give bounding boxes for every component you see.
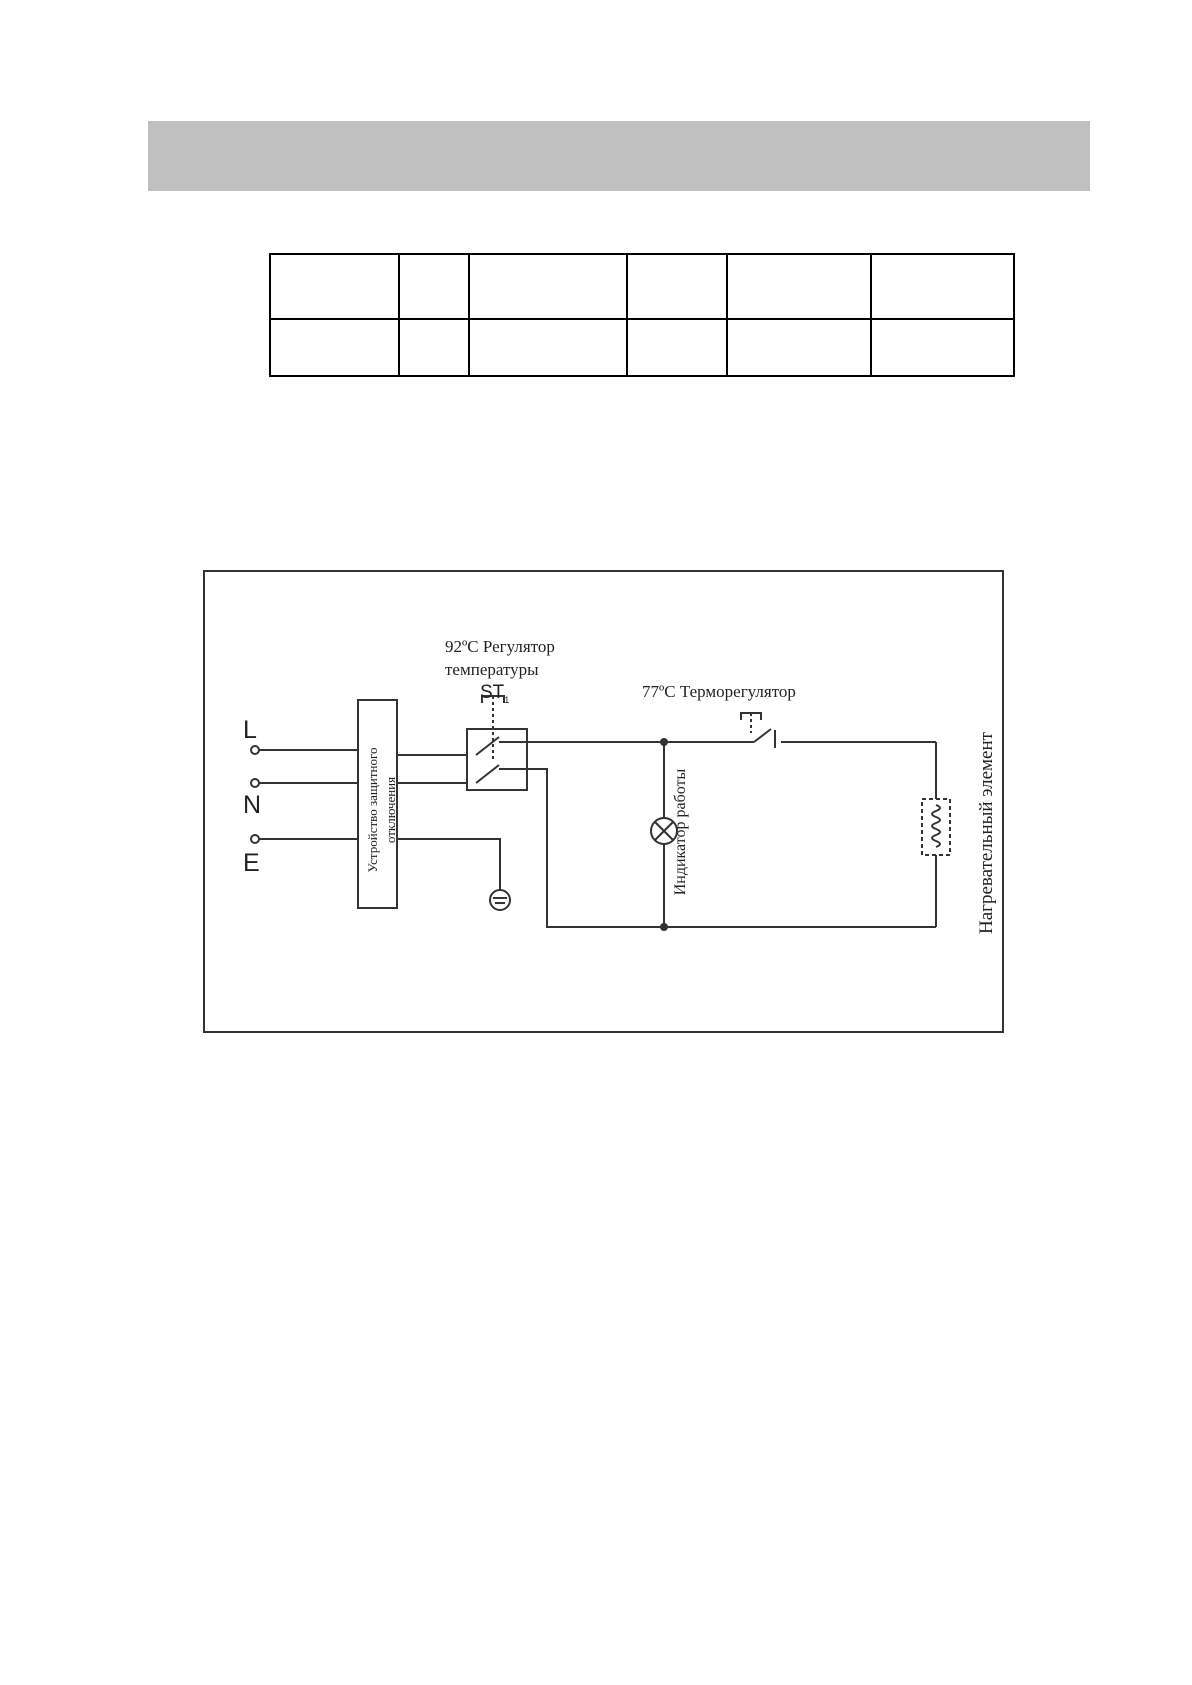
wire-bottom-rail <box>527 769 936 927</box>
table-cell <box>399 319 469 376</box>
terminal-label-e: E <box>243 849 260 877</box>
thermostat-92-label-line-1: 92ºC Регулятор <box>445 637 555 656</box>
terminal-n-circle <box>251 779 259 787</box>
table-cell <box>469 254 627 319</box>
table-cell <box>627 319 727 376</box>
table-cell <box>871 254 1014 319</box>
table-cell <box>871 319 1014 376</box>
thermostat-92-contact-1 <box>476 737 499 755</box>
thermostat-77-label: 77ºC Терморегулятор <box>642 682 796 701</box>
junction-dot <box>660 923 668 931</box>
terminal-label-n: N <box>243 791 262 819</box>
thermostat-92-ref-sub: 1 <box>504 694 510 705</box>
thermostat-77-contact <box>754 729 771 742</box>
heater-element-coil <box>932 805 940 847</box>
table-row <box>270 254 1014 319</box>
terminal-label-l: L <box>243 716 257 744</box>
terminal-e-circle <box>251 835 259 843</box>
thermostat-92-ref <box>480 683 509 710</box>
spec-table <box>269 253 1015 377</box>
thermostat-92-ref-text: ST <box>480 682 505 703</box>
junction-dot <box>660 738 668 746</box>
table-cell <box>270 254 399 319</box>
table-cell <box>727 319 871 376</box>
rcd-label-line-2: отключения <box>383 776 398 844</box>
indicator-label: Индикатор работы <box>672 768 689 896</box>
table-cell <box>469 319 627 376</box>
wire-ground <box>397 839 500 890</box>
table-row <box>270 319 1014 376</box>
rcd-label-line-1: Устройство защитного <box>365 747 380 873</box>
thermostat-92-contact-2 <box>476 765 499 783</box>
wiring-diagram <box>203 570 1004 1033</box>
table-cell <box>270 319 399 376</box>
thermostat-92-label-line-2: температуры <box>445 660 539 679</box>
ground-icon <box>490 890 510 910</box>
rcd-label <box>364 725 400 895</box>
table-cell <box>627 254 727 319</box>
terminal-l-circle <box>251 746 259 754</box>
table-cell <box>399 254 469 319</box>
table-cell <box>727 254 871 319</box>
heater-label: Нагревательный элемент <box>976 732 997 934</box>
section-header-band <box>148 121 1090 191</box>
wiring-diagram-canvas <box>205 572 1006 1035</box>
